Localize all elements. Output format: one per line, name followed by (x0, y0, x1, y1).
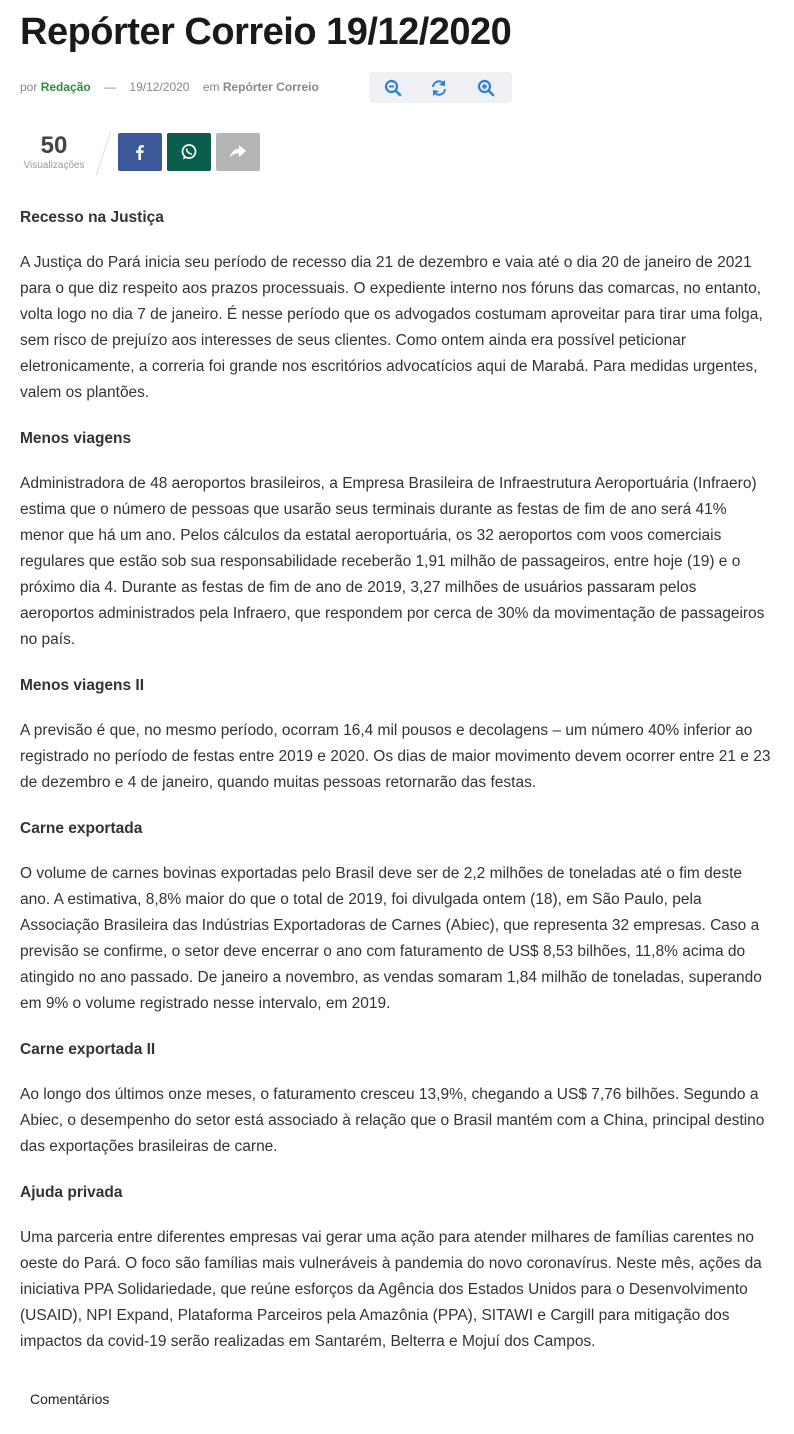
section-paragraph: A Justiça do Pará inicia seu período de recesso dia 21 de dezembro e vaia até o dia 20 de janeiro de 2021 para o que diz respeito aos prazos processuais. O expediente interno nos fóruns das comarcas, no entanto, volta logo no dia 7 de janeiro. É nesse período que os advogados costumam aproveitar para tirar uma folga, sem risco de prejuízo aos interesses de seus clientes. Como ontem ainda era possível peticionar eletronicamente, a correria foi grande nos escritórios advocatícios aqui de Marabá. Para medidas urgentes, valem os plantões. (20, 254, 763, 401)
meta-separator: — (104, 80, 117, 94)
category-link[interactable]: Repórter Correio (222, 80, 319, 94)
zoom-in-icon[interactable] (476, 78, 496, 98)
page-title: Repórter Correio 19/12/2020 (20, 11, 512, 53)
article-body (20, 204, 772, 1374)
view-label: Visualizações (23, 160, 85, 171)
whatsapp-share-button[interactable] (167, 133, 211, 171)
font-size-toolbar (369, 72, 512, 103)
reset-icon[interactable] (429, 78, 449, 98)
author-link[interactable]: Redação (40, 80, 91, 94)
by-prefix: por (20, 80, 38, 94)
zoom-out-icon[interactable] (383, 78, 403, 98)
facebook-share-button[interactable] (118, 133, 162, 171)
section-paragraph: Administradora de 48 aeroportos brasileiros, a Empresa Brasileira de Infraestrutura Aeroportuária (Infraero) estima que o número de pessoas que usarão seus terminais durante as festas de fim de ano será 41% menor que há um ano. Pelos cálculos da estatal aeroportuária, os 32 aeroportos com voos comerciais regulares que estão sob sua responsabilidade receberão 1,91 milhão de passageiros, entre hoje (19) e o próximo dia 4. Durante as festas de fim de ano de 2019, 3,27 milhões de usuários passaram pelos aeroportos administrados pela Infraero, que respondem por cerca de 30% da movimentação de passageiros no país. (20, 475, 765, 648)
section-heading: Carne exportada (20, 820, 143, 837)
section-heading: Ajuda privada (20, 1184, 123, 1201)
section-paragraph: A previsão é que, no mesmo período, ocorram 16,4 mil pousos e decolagens – um número 40% inferior ao registrado no período de festas entre 2019 e 2020. Os dias de maior movimento devem ocorrer entre 21 e 23 de dezembro e 4 de janeiro, quando muitas pessoas retornarão das festas. (20, 722, 771, 791)
section-paragraph: Uma parceria entre diferentes empresas vai gerar uma ação para atender milhares de famílias carentes no oeste do Pará. O foco são famílias mais vulneráveis à pandemia do novo coronavírus. Neste mês, ações da iniciativa PPA Solidariedade, que reúne esforços da Agência dos Estados Unidos para o Desenvolvimento (USAID), NPI Expand, Plataforma Parceiros pela Amazônia (PPA), SITAWI e Cargill para mitigação dos impactos da covid-19 serão realizadas em Santarém, Belterra e Mojuí dos Campos. (20, 1229, 762, 1350)
in-prefix: em (202, 80, 220, 94)
whatsapp-icon (179, 142, 199, 162)
comments-label[interactable]: Comentários (30, 1391, 110, 1407)
facebook-icon (130, 142, 150, 162)
section-heading: Menos viagens II (20, 677, 145, 694)
post-meta (20, 80, 319, 94)
view-count: 50 (40, 132, 68, 159)
divider (96, 131, 111, 175)
section-paragraph: Ao longo dos últimos onze meses, o faturamento cresceu 13,9%, chegando a US$ 7,76 bilhões. Segundo a Abiec, o desempenho do setor está associado à relação que o Brasil mantém com a China, principal destino das exportações brasileiras de carne. (20, 1086, 765, 1155)
section-heading: Carne exportada II (20, 1041, 156, 1058)
section-paragraph: O volume de carnes bovinas exportadas pelo Brasil deve ser de 2,2 milhões de toneladas até o fim deste ano. A estimativa, 8,8% maior do que o total de 2019, foi divulgada ontem (18), em São Paulo, pela Associação Brasileira das Indústrias Exportadoras de Carnes (Abiec), que representa 32 empresas. Caso a previsão se confirme, o setor deve encerrar o ano com faturamento de US$ 8,53 bilhões, 11,8% acima do atingido no ano passado. De janeiro a novembro, as vendas somaram 1,84 milhão de toneladas, superando em 9% o volume registrado nesse intervalo, em 2019. (20, 865, 762, 1012)
post-date: 19/12/2020 (129, 80, 190, 94)
view-counter (20, 132, 88, 172)
more-share-button[interactable] (216, 133, 260, 171)
share-icon (228, 142, 248, 162)
section-heading: Menos viagens (20, 430, 132, 447)
section-heading: Recesso na Justiça (20, 209, 164, 226)
